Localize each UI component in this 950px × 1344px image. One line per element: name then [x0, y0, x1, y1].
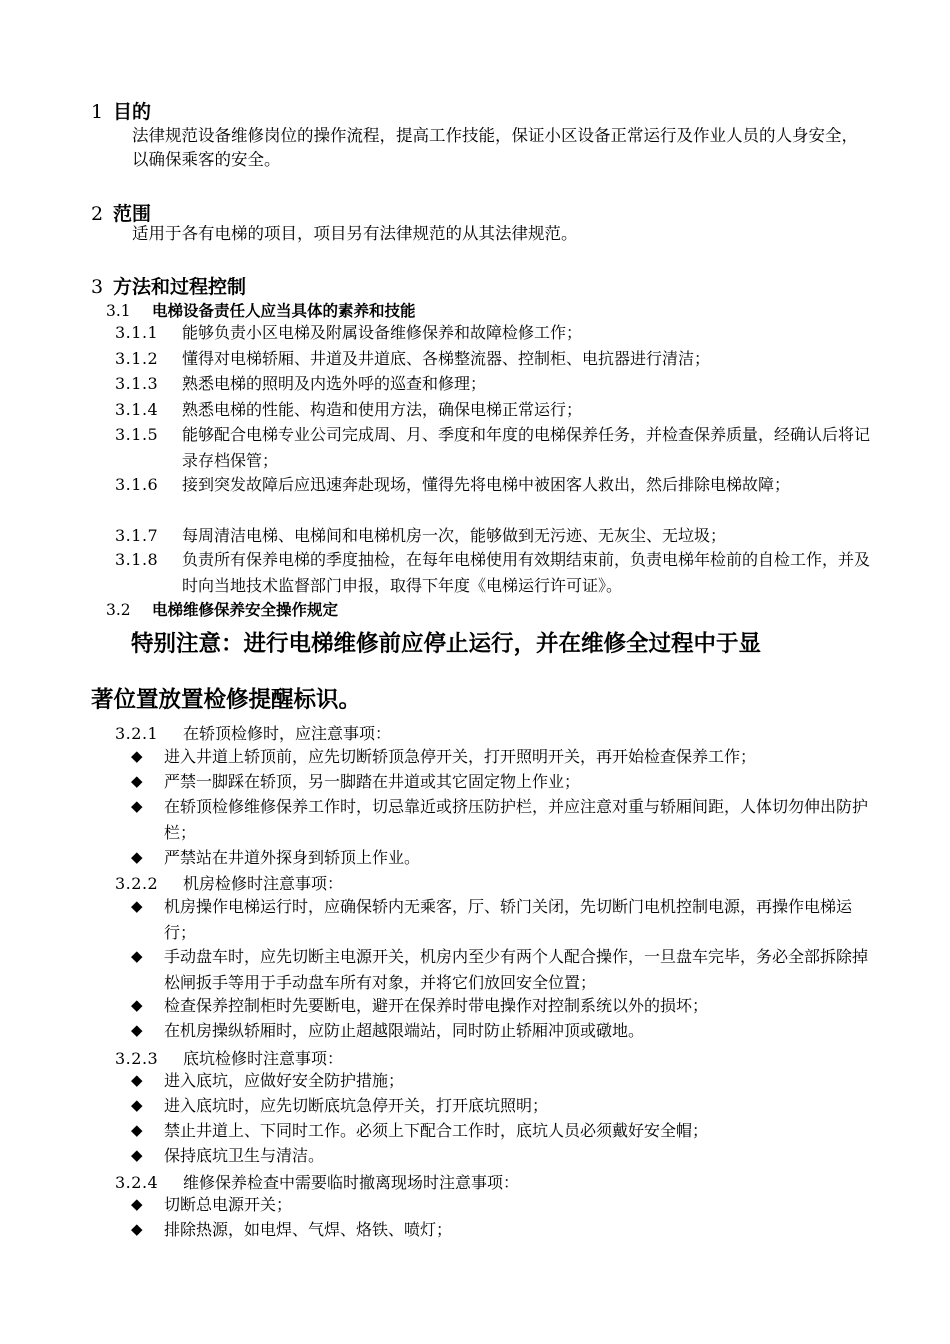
bullet-item — [131, 894, 871, 945]
item-text: 熟悉电梯的照明及内选外呼的巡查和修理； — [182, 374, 487, 393]
item-title: 维修保养检查中需要临时撤离现场时注意事项： — [183, 1173, 520, 1192]
bullet-text: 进入井道上轿顶前，应先切断轿顶急停开关，打开照明开关，再开始检查保养工作； — [164, 747, 757, 766]
subitem-3-2-1-heading — [115, 721, 391, 744]
diamond-bullet-icon: ◆ — [131, 797, 143, 815]
item-number: 3.1.8 — [115, 550, 159, 569]
bullet-item — [131, 769, 871, 795]
subsection-3-1-heading — [106, 299, 416, 321]
list-item — [115, 523, 875, 549]
section-1-paragraph: 法律规范设备维修岗位的操作流程，提高工作技能，保证小区设备正常运行及作业人员的人身安全，以确保乘客的安全。 — [132, 126, 858, 169]
bullet-item — [131, 845, 871, 871]
bullet-item — [131, 1018, 871, 1044]
bullet-text: 机房操作电梯运行时，应确保轿内无乘客，厅、轿门关闭，先切断门电机控制电源，再操作电梯运行； — [164, 897, 853, 942]
list-item — [115, 371, 875, 397]
subsection-number: 3.2 — [106, 601, 131, 619]
item-number: 3.1.7 — [115, 526, 159, 545]
section-number: 3 — [91, 276, 104, 298]
item-text: 负责所有保养电梯的季度抽检，在每年电梯使用有效期结束前，负责电梯年检前的自检工作，并及时向当地技术监督部门申报，取得下年度《电梯运行许可证》。 — [182, 550, 871, 595]
subitem-3-2-4-heading — [115, 1170, 519, 1193]
bullet-text: 检查保养控制柜时先要断电，避开在保养时带电操作对控制系统以外的损坏； — [164, 996, 709, 1015]
bullet-item — [131, 1192, 871, 1218]
bullet-text: 排除热源，如电焊、气焊、烙铁、喷灯； — [164, 1220, 453, 1239]
item-number: 3.1.4 — [115, 400, 159, 419]
item-number: 3.1.1 — [115, 323, 159, 342]
item-number: 3.1.2 — [115, 349, 159, 368]
bullet-item — [131, 794, 871, 845]
bullet-text: 进入底坑时，应先切断底坑急停开关，打开底坑照明； — [164, 1096, 549, 1115]
item-number: 3.2.2 — [115, 874, 159, 893]
bullet-text: 禁止井道上、下同时工作。必须上下配合工作时，底坑人员必须戴好安全帽； — [164, 1121, 709, 1140]
warning-line-1: 特别注意：进行电梯维修前应停止运行，并在维修全过程中于显 — [131, 631, 762, 657]
item-text: 接到突发故障后应迅速奔赴现场，懂得先将电梯中被困客人救出，然后排除电梯故障； — [182, 475, 791, 494]
section-3-heading — [91, 272, 246, 299]
subitem-3-2-3-heading — [115, 1046, 343, 1069]
item-number: 3.1.5 — [115, 425, 159, 444]
subsection-number: 3.1 — [106, 302, 131, 320]
list-item — [115, 320, 875, 346]
list-item — [115, 422, 875, 473]
bullet-item — [131, 944, 871, 995]
diamond-bullet-icon: ◆ — [131, 1121, 143, 1139]
section-2-paragraph: 适用于各有电梯的项目，项目另有法律规范的从其法律规范。 — [132, 224, 578, 243]
diamond-bullet-icon: ◆ — [131, 1195, 143, 1213]
section-title: 目的 — [113, 101, 152, 123]
section-1-heading — [91, 97, 151, 124]
bullet-item — [131, 1143, 871, 1169]
section-title: 范围 — [113, 203, 152, 225]
diamond-bullet-icon: ◆ — [131, 1220, 143, 1238]
item-text: 能够负责小区电梯及附属设备维修保养和故障检修工作； — [182, 323, 583, 342]
bullet-item — [131, 744, 871, 770]
bullet-item — [131, 1093, 871, 1119]
bullet-text: 保持底坑卫生与清洁。 — [164, 1146, 325, 1165]
subitem-3-2-2-heading — [115, 871, 343, 894]
item-text: 能够配合电梯专业公司完成周、月、季度和年度的电梯保养任务，并检查保养质量，经确认后将记录存档保管； — [182, 425, 871, 470]
diamond-bullet-icon: ◆ — [131, 897, 143, 915]
diamond-bullet-icon: ◆ — [131, 772, 143, 790]
special-warning — [91, 616, 871, 728]
diamond-bullet-icon: ◆ — [131, 848, 143, 866]
section-number: 2 — [91, 203, 104, 225]
item-number: 3.2.4 — [115, 1173, 159, 1192]
bullet-item — [131, 1217, 871, 1243]
diamond-bullet-icon: ◆ — [131, 1021, 143, 1039]
list-item — [115, 472, 875, 498]
item-number: 3.2.1 — [115, 724, 159, 743]
bullet-text: 进入底坑，应做好安全防护措施； — [164, 1071, 405, 1090]
item-title: 机房检修时注意事项： — [183, 874, 344, 893]
item-text: 熟悉电梯的性能、构造和使用方法，确保电梯正常运行； — [182, 400, 583, 419]
list-item — [115, 547, 875, 598]
diamond-bullet-icon: ◆ — [131, 1146, 143, 1164]
diamond-bullet-icon: ◆ — [131, 747, 143, 765]
section-number: 1 — [91, 101, 104, 123]
bullet-item — [131, 1068, 871, 1094]
bullet-item — [131, 993, 871, 1019]
subsection-title: 电梯设备责任人应当具体的素养和技能 — [152, 302, 416, 320]
subsection-title: 电梯维修保养安全操作规定 — [152, 601, 339, 619]
bullet-item — [131, 1118, 871, 1144]
item-text: 懂得对电梯轿厢、井道及井道底、各梯整流器、控制柜、电抗器进行清洁； — [182, 349, 711, 368]
item-title: 底坑检修时注意事项： — [183, 1049, 344, 1068]
item-text: 每周清洁电梯、电梯间和电梯机房一次，能够做到无污迹、无灰尘、无垃圾； — [182, 526, 727, 545]
bullet-text: 严禁一脚踩在轿顶，另一脚踏在井道或其它固定物上作业； — [164, 772, 581, 791]
item-number: 3.1.6 — [115, 475, 159, 494]
bullet-text: 严禁站在井道外探身到轿顶上作业。 — [164, 848, 421, 867]
item-number: 3.1.3 — [115, 374, 159, 393]
bullet-text: 在轿顶检修维修保养工作时，切忌靠近或挤压防护栏，并应注意对重与轿厢间距，人体切勿伸出防护栏； — [164, 797, 869, 842]
item-title: 在轿顶检修时，应注意事项： — [183, 724, 392, 743]
bullet-text: 手动盘车时，应先切断主电源开关，机房内至少有两个人配合操作，一旦盘车完毕，务必全部拆除掉松闸扳手等用于手动盘车所有对象，并将它们放回安全位置； — [164, 947, 869, 992]
diamond-bullet-icon: ◆ — [131, 1071, 143, 1089]
diamond-bullet-icon: ◆ — [131, 1096, 143, 1114]
bullet-text: 切断总电源开关； — [164, 1195, 293, 1214]
list-item — [115, 397, 875, 423]
section-title: 方法和过程控制 — [113, 276, 247, 298]
warning-line-2: 著位置放置检修提醒标识。 — [91, 687, 362, 713]
diamond-bullet-icon: ◆ — [131, 947, 143, 965]
list-item — [115, 346, 875, 372]
item-number: 3.2.3 — [115, 1049, 159, 1068]
bullet-text: 在机房操纵轿厢时，应防止超越限端站，同时防止轿厢冲顶或礅地。 — [164, 1021, 645, 1040]
diamond-bullet-icon: ◆ — [131, 996, 143, 1014]
